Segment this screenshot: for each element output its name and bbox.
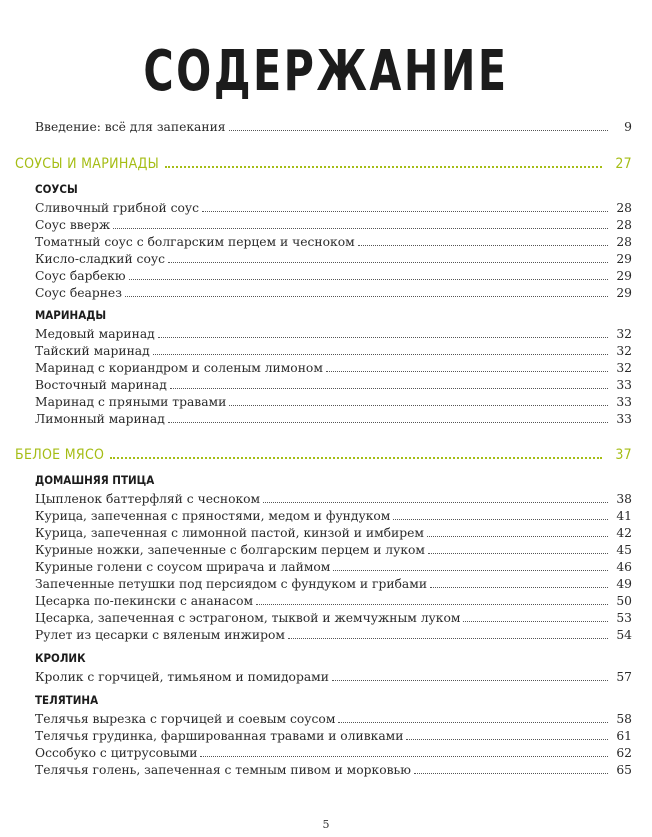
dot-leader	[414, 773, 608, 774]
entry-page: 29	[616, 269, 632, 283]
dot-leader	[263, 502, 608, 503]
toc-section-sauces[interactable]	[15, 153, 632, 173]
entry-title: Цыпленок баттерфляй с чесноком	[35, 492, 261, 506]
entry-page: 28	[616, 218, 632, 232]
entry-title: Лимонный маринад	[35, 412, 165, 426]
toc-entry[interactable]	[35, 409, 632, 427]
entry-page: 28	[616, 235, 632, 249]
dot-leader	[158, 337, 608, 338]
dot-leader	[168, 422, 608, 423]
toc-entry[interactable]	[35, 358, 632, 376]
dot-leader	[129, 279, 608, 280]
toc-section-white-meat[interactable]	[15, 444, 632, 464]
toc-entry[interactable]	[35, 540, 632, 558]
page-title: СОДЕРЖАНИЕ	[143, 38, 509, 104]
dot-leader	[113, 228, 608, 229]
dot-leader	[229, 405, 608, 406]
entry-title: Телячья вырезка с горчицей и соевым соусом	[35, 712, 336, 726]
dot-leader	[463, 621, 608, 622]
entry-page: 65	[616, 763, 632, 777]
entry-title: Телячья голень, запеченная с темным пивом и морковью	[35, 763, 411, 777]
toc-entry[interactable]	[35, 709, 632, 727]
toc-entry[interactable]	[35, 249, 632, 267]
entry-page: 46	[616, 560, 632, 574]
toc-entry[interactable]	[35, 232, 632, 250]
dot-leader	[168, 262, 608, 263]
entry-page: 42	[616, 526, 632, 540]
entry-page: 54	[616, 628, 632, 642]
toc-entry[interactable]	[35, 743, 632, 761]
entry-page: 61	[616, 729, 632, 743]
toc-entry[interactable]	[35, 667, 632, 685]
entry-title: Куриные ножки, запеченные с болгарским перцем и луком	[35, 543, 425, 557]
section-title: СОУСЫ И МАРИНАДЫ	[15, 156, 160, 172]
toc-entry[interactable]	[35, 574, 632, 592]
toc-entry[interactable]	[35, 591, 632, 609]
entry-page: 41	[616, 509, 632, 523]
section-title: БЕЛОЕ МЯСО	[15, 447, 105, 463]
entry-page: 32	[616, 361, 632, 375]
dot-leader	[332, 680, 608, 681]
entry-title: Тайский маринад	[35, 344, 150, 358]
entry-title: Телячья грудинка, фаршированная травами и оливками	[35, 729, 404, 743]
toc-entry[interactable]	[35, 198, 632, 216]
entry-title: Томатный соус с болгарским перцем и чесноком	[35, 235, 355, 249]
entry-page: 32	[616, 344, 632, 358]
dot-leader	[393, 519, 608, 520]
dot-leader	[202, 211, 608, 212]
toc-entry[interactable]	[35, 392, 632, 410]
entry-page: 32	[616, 327, 632, 341]
dot-leader	[288, 638, 608, 639]
entry-title: Соус барбекю	[35, 269, 126, 283]
entry-title: Цесарка по-пекински с ананасом	[35, 594, 254, 608]
entry-page: 57	[616, 670, 632, 684]
entry-page: 33	[616, 395, 632, 409]
toc-entry[interactable]	[35, 375, 632, 393]
toc-entry[interactable]	[35, 324, 632, 342]
entry-page: 33	[616, 378, 632, 392]
entry-title: Курица, запеченная с пряностями, медом и фундуком	[35, 509, 391, 523]
dot-leader	[110, 457, 602, 459]
entry-title: Оссобуко с цитрусовыми	[35, 746, 198, 760]
toc-entry[interactable]	[35, 726, 632, 744]
toc-subsection-rabbit: КРОЛИК	[35, 651, 86, 665]
toc-subsection-marinades: МАРИНАДЫ	[35, 308, 107, 322]
entry-title: Соус беарнез	[35, 286, 122, 300]
entry-page: 50	[616, 594, 632, 608]
section-page: 27	[615, 156, 632, 172]
toc-entry[interactable]	[35, 215, 632, 233]
entry-title: Запеченные петушки под персиядом с фундуком и грибами	[35, 577, 428, 591]
entry-title: Маринад с пряными травами	[35, 395, 227, 409]
entry-page: 33	[616, 412, 632, 426]
entry-page: 53	[616, 611, 632, 625]
dot-leader	[428, 553, 608, 554]
toc-entry[interactable]	[35, 625, 632, 643]
dot-leader	[427, 536, 608, 537]
dot-leader	[256, 604, 608, 605]
dot-leader	[170, 388, 608, 389]
entry-page: 45	[616, 543, 632, 557]
toc-entry[interactable]	[35, 341, 632, 359]
entry-page: 38	[616, 492, 632, 506]
dot-leader	[200, 756, 608, 757]
entry-title: Маринад с кориандром и соленым лимоном	[35, 361, 323, 375]
toc-entry[interactable]	[35, 557, 632, 575]
entry-title: Медовый маринад	[35, 327, 155, 341]
entry-page: 9	[624, 120, 632, 134]
entry-title: Куриные голени с соусом шрирача и лаймом	[35, 560, 331, 574]
toc-entry[interactable]	[35, 283, 632, 301]
entry-page: 29	[616, 252, 632, 266]
toc-entry[interactable]	[35, 760, 632, 778]
toc-entry[interactable]	[35, 523, 632, 541]
entry-title: Введение: всё для запекания	[35, 120, 226, 134]
dot-leader	[229, 130, 608, 131]
dot-leader	[358, 245, 608, 246]
entry-title: Соус вверж	[35, 218, 111, 232]
dot-leader	[125, 296, 608, 297]
dot-leader	[338, 722, 608, 723]
toc-subsection-veal: ТЕЛЯТИНА	[35, 693, 99, 707]
entry-page: 28	[616, 201, 632, 215]
entry-title: Курица, запеченная с лимонной пастой, кинзой и имбирем	[35, 526, 424, 540]
page-number: 5	[322, 818, 330, 831]
entry-title: Сливочный грибной соус	[35, 201, 199, 215]
entry-title: Кролик с горчицей, тимьяном и помидорами	[35, 670, 329, 684]
toc-subsection-poultry: ДОМАШНЯЯ ПТИЦА	[35, 473, 155, 487]
entry-page: 29	[616, 286, 632, 300]
dot-leader	[153, 354, 608, 355]
entry-title: Кисло-сладкий соус	[35, 252, 165, 266]
entry-page: 62	[616, 746, 632, 760]
toc-entry[interactable]	[35, 506, 632, 524]
dot-leader	[430, 587, 608, 588]
dot-leader	[406, 739, 608, 740]
toc-entry[interactable]	[35, 266, 632, 284]
entry-page: 49	[616, 577, 632, 591]
entry-title: Восточный маринад	[35, 378, 167, 392]
entry-title: Рулет из цесарки с вяленым инжиром	[35, 628, 285, 642]
toc-entry[interactable]	[35, 608, 632, 626]
entry-page: 58	[616, 712, 632, 726]
dot-leader	[333, 570, 608, 571]
dot-leader	[326, 371, 608, 372]
dot-leader	[165, 166, 602, 168]
toc-entry[interactable]	[35, 489, 632, 507]
toc-subsection-sauces: СОУСЫ	[35, 182, 78, 196]
section-page: 37	[615, 447, 632, 463]
toc-entry-intro[interactable]	[35, 117, 632, 135]
entry-title: Цесарка, запеченная с эстрагоном, тыквой и жемчужным луком	[35, 611, 461, 625]
